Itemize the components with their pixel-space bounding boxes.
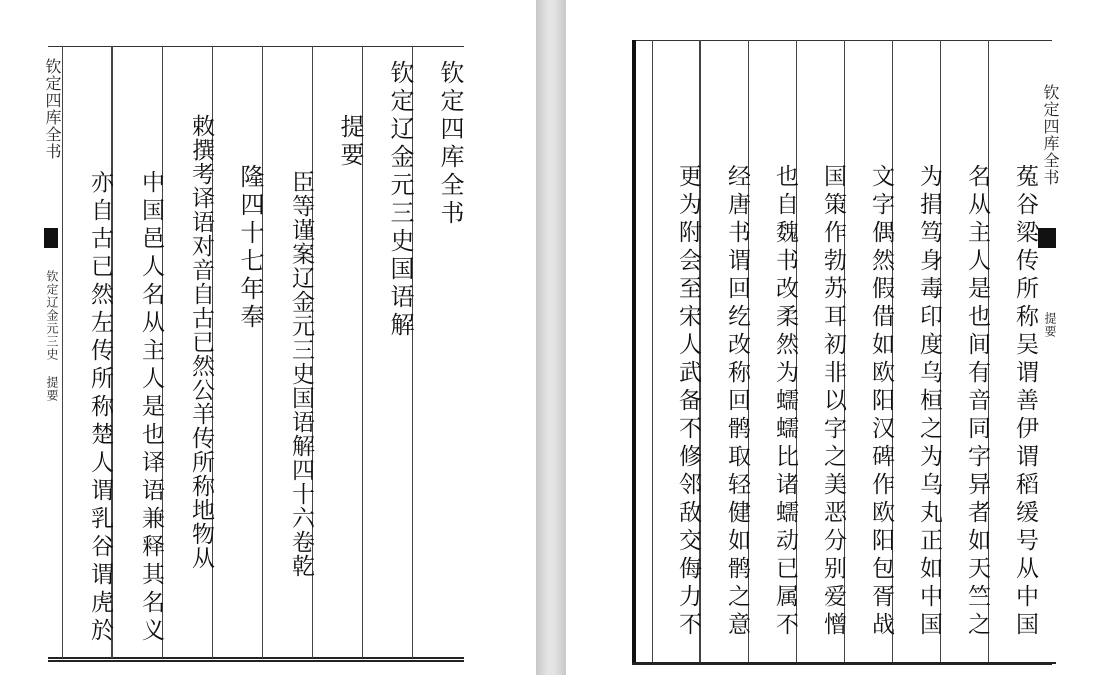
left-page <box>0 0 536 675</box>
left-bottom-rule <box>48 660 464 662</box>
left-column-3 <box>312 46 362 658</box>
left-column-5-text: 隆四十七年奉 <box>236 164 264 332</box>
left-column-7-text: 中国邑人名从主人是也译语兼释其名义 <box>138 170 164 646</box>
right-column-2-text: 名从主人是也间有音同字异者如天竺之 <box>964 164 990 640</box>
left-column-7 <box>112 46 162 658</box>
left-column-6-text: 敕撰考译语对音自古已然公羊传所称地物从 <box>188 114 214 570</box>
right-page <box>566 0 1107 675</box>
right-column-6 <box>748 40 796 662</box>
left-column-2-text: 钦定辽金元三史国语解 <box>386 60 414 340</box>
left-column-3-text: 提要 <box>336 114 364 170</box>
left-margin-center: 钦定辽金元三史 提要 <box>45 270 59 402</box>
right-column-1 <box>988 40 1036 662</box>
book-gutter <box>536 0 566 675</box>
right-column-4 <box>844 40 892 662</box>
right-page-left-border <box>632 40 636 662</box>
left-margin-header: 钦定四库全书 <box>43 58 62 160</box>
right-margin-center: 提要 <box>1043 312 1057 338</box>
left-column-8 <box>62 46 112 658</box>
right-column-4-text: 文字偶然假借如欧阳汉碑作欧阳包胥战 <box>868 164 894 640</box>
left-fold-mark <box>44 228 58 248</box>
right-column-6-text: 也自魏书改柔然为蠕蠕比诸蠕动已属不 <box>772 164 798 640</box>
left-column-1-text: 钦定四库全书 <box>436 60 464 228</box>
left-column-5 <box>212 46 262 658</box>
right-fold-mark <box>1038 228 1056 248</box>
right-column-5 <box>796 40 844 662</box>
left-column-6 <box>162 46 212 658</box>
right-column-1-text: 菟谷梁传所称吴谓善伊谓稻缓号从中国 <box>1012 164 1038 640</box>
right-bottom-rule <box>632 662 1056 664</box>
left-column-4-text: 臣等谨案辽金元三史国语解四十六卷乾 <box>288 170 314 578</box>
right-column-7-text: 经唐书谓回纥改称回鹘取轻健如鹘之意 <box>724 164 750 640</box>
right-column-8-text: 更为附会至宋人武备不修邻敌交侮力不 <box>675 164 701 640</box>
right-margin-header: 钦定四库全书 <box>1041 84 1060 186</box>
left-column-8-text: 亦自古已然左传所称楚人谓乳谷谓虎於 <box>87 170 113 646</box>
left-column-1 <box>412 46 462 658</box>
right-column-7 <box>700 40 748 662</box>
right-column-5-text: 国策作勃苏耳初非以字之美恶分别爱憎 <box>820 164 846 640</box>
left-column-4 <box>262 46 312 658</box>
left-column-2 <box>362 46 412 658</box>
right-column-8 <box>652 40 700 662</box>
right-column-3 <box>892 40 940 662</box>
right-column-2 <box>940 40 988 662</box>
right-column-3-text: 为捐笃身毒印度乌桓之为乌丸正如中国 <box>916 164 942 640</box>
